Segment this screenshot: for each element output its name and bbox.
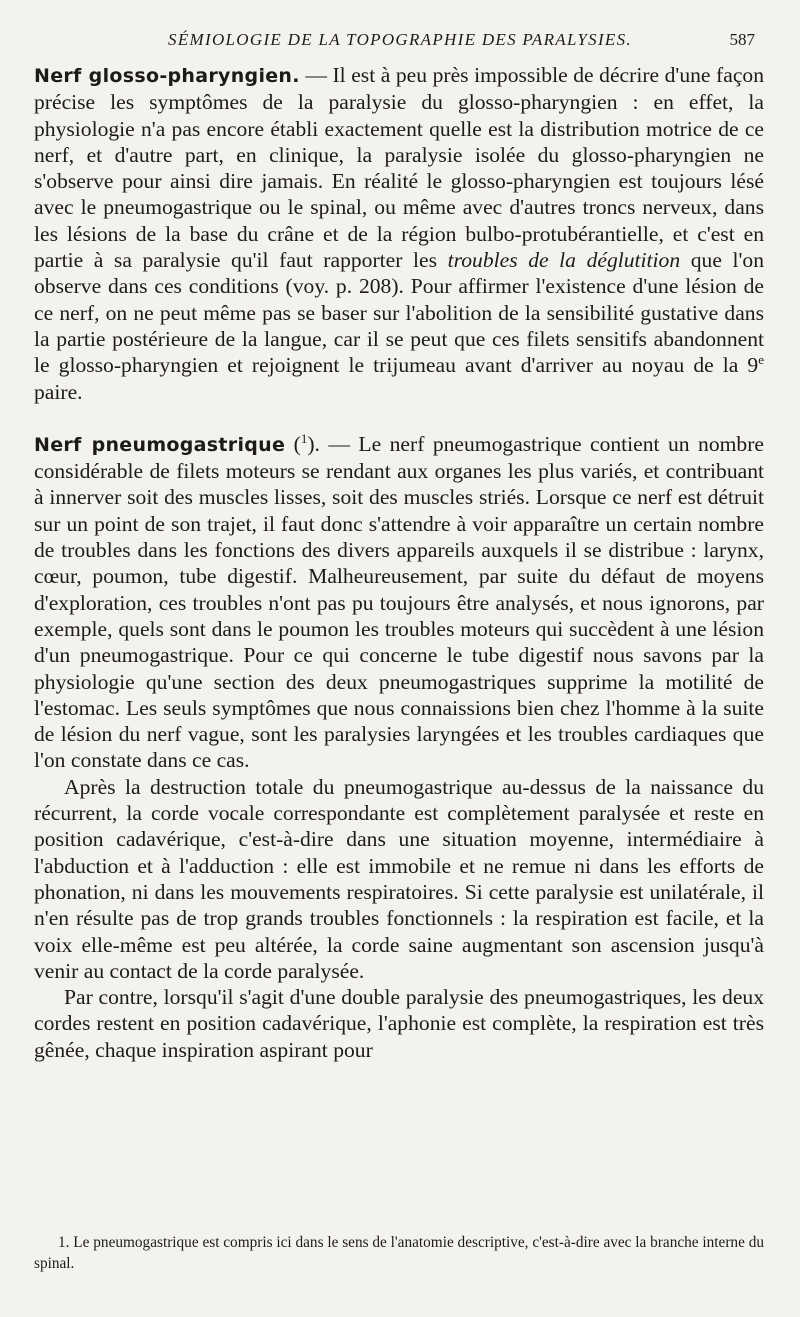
footnote-text: Le pneumogastrique est compris ici dans le sens de l'anatomie descriptive, c'est-à-dire avec la branche interne du spinal.: [34, 1234, 764, 1272]
footnote-ref[interactable]: 1: [300, 430, 308, 446]
paragraph-text: que l'on observe dans ces conditions (voy. p. 208). Pour affirmer l'existence d'une lésion de ce nerf, on ne peut même pas se baser sur l'abolition de la sensibilité gustative dans la partie postérieure de la langue, car il se peut que ces filets sensitifs abandonnent le glosso-pharyngien et rejoignent le trijumeau avant d'arriver au noyau de la 9: [34, 248, 764, 378]
running-title: SÉMIOLOGIE DE LA TOPOGRAPHIE DES PARALYSIES.: [168, 30, 632, 49]
footnote: [34, 1232, 764, 1274]
paragraph-text: ). — Le nerf pneumogastrique contient un nombre considérable de filets moteurs se rendant aux organes les plus variés, et contribuant à innerver soit des muscles lisses, soit des muscles striés. Lorsque ce nerf est détruit sur un point de son trajet, il faut donc s'attendre à voir apparaître un certain nombre de troubles dans les fonctions des divers appareils auxquels il se distribue : larynx, cœur, poumon, tube digestif. Malheureusement, par suite du défaut de moyens d'exploration, ces troubles n'ont pas pu toujours être analysés, et nous ignorons, par exemple, quels sont dans le poumon les troubles moteurs qui succèdent à une lésion d'un pneumogastrique. Pour ce qui concerne le tube digestif nous savons par la physiologie qu'une section des deux pneumogastriques supprime la motilité de l'estomac. Les seuls symptômes que nous connaissions bien chez l'homme à la suite de lésion du nerf vague, sont les paralysies laryngées et les troubles cardiaques que l'on constate dans ce cas.: [34, 431, 764, 773]
paragraph-text: — Il est à peu près impossible de décrire d'une façon précise les symptômes de la paralysie du glosso-pharyngien : en effet, la physiologie n'a pas encore établi exactement quelle est la distribution motrice de ce nerf, et d'autre part, en clinique, la paralysie isolée du glosso-pharyngien ne s'observe pour ainsi dire jamais. En réalité le glosso-pharyngien est toujours lésé avec le pneumogastrique ou le spinal, ou même avec d'autres troncs nerveux, dans les lésions de la base du crâne et de la région bulbo-protubérantielle, et c'est en partie à sa paralysie qu'il faut rapporter les: [34, 63, 765, 273]
section-heading: Nerf glosso-pharyngien.: [34, 65, 300, 87]
section-gap: [34, 405, 764, 431]
paragraph: Par contre, lorsqu'il s'agit d'une double paralysie des pneumogastriques, les deux cordes restent en position cadavérique, l'aphonie est complète, la respiration est très gênée, chaque inspiration aspirant pour: [34, 985, 764, 1062]
emphasis-text: troubles de la déglutition: [447, 248, 681, 273]
superscript: e: [758, 352, 764, 368]
section-heading: Nerf pneumogastrique: [34, 433, 286, 456]
paragraph-text: paire.: [34, 379, 83, 404]
paragraph: Après la destruction totale du pneumogastrique au-dessus de la naissance du récurrent, la corde vocale correspondante est complètement paralysée et reste en position cadavérique, c'est-à-dire dans une situation moyenne, intermédiaire à l'abduction et à l'adduction : elle est immobile et ne remue ni dans les efforts de phonation, ni dans les mouvements respiratoires. Si cette paralysie est unilatérale, il n'en résulte pas de trop grands troubles fonctionnels : la respiration est facile, et la voix elle-même est peu altérée, la corde saine augmentant son ascension jusqu'à venir au contact de la corde paralysée.: [34, 774, 764, 983]
footnote-marker: 1.: [58, 1234, 70, 1251]
body-text: [34, 62, 764, 1063]
page-number: 587: [729, 30, 755, 49]
section-glosso-pharyngien: [34, 62, 764, 405]
section-pneumogastrique: Nerf pneumogastrique ($^1$). — Le nerf pneumogastrique contient un nombre considérable de filets moteurs se rendant aux organes les plus variés, et contribuant à innerver soit des muscles lisses, soit des muscles striés. Lorsque ce nerf est détruit sur un point de son trajet, il faut donc s'attendre à voir apparaître un certain nombre de troubles dans les fonctions des divers appareils auxquels il se distribue : larynx, cœur, poumon, tube digestif. Malheureusement, par suite du défaut de moyens d'exploration, ces troubles n'ont pas pu toujours être analysés, et nous ignorons, par exemple, quels sont dans le poumon les troubles moteurs qui succèdent à une lésion d'un pneumogastrique. Pour ce qui concerne le tube digestif nous savons par la physiologie qu'une section des deux pneumogastriques supprime la motilité de l'estomac. Les seuls symptômes que nous connaissions bien chez l'homme à la suite de lésion du nerf vague, sont les paralysies laryngées et les troubles cardiaques que l'on constate dans ce cas.: [34, 430, 764, 773]
running-head: [0, 30, 800, 54]
